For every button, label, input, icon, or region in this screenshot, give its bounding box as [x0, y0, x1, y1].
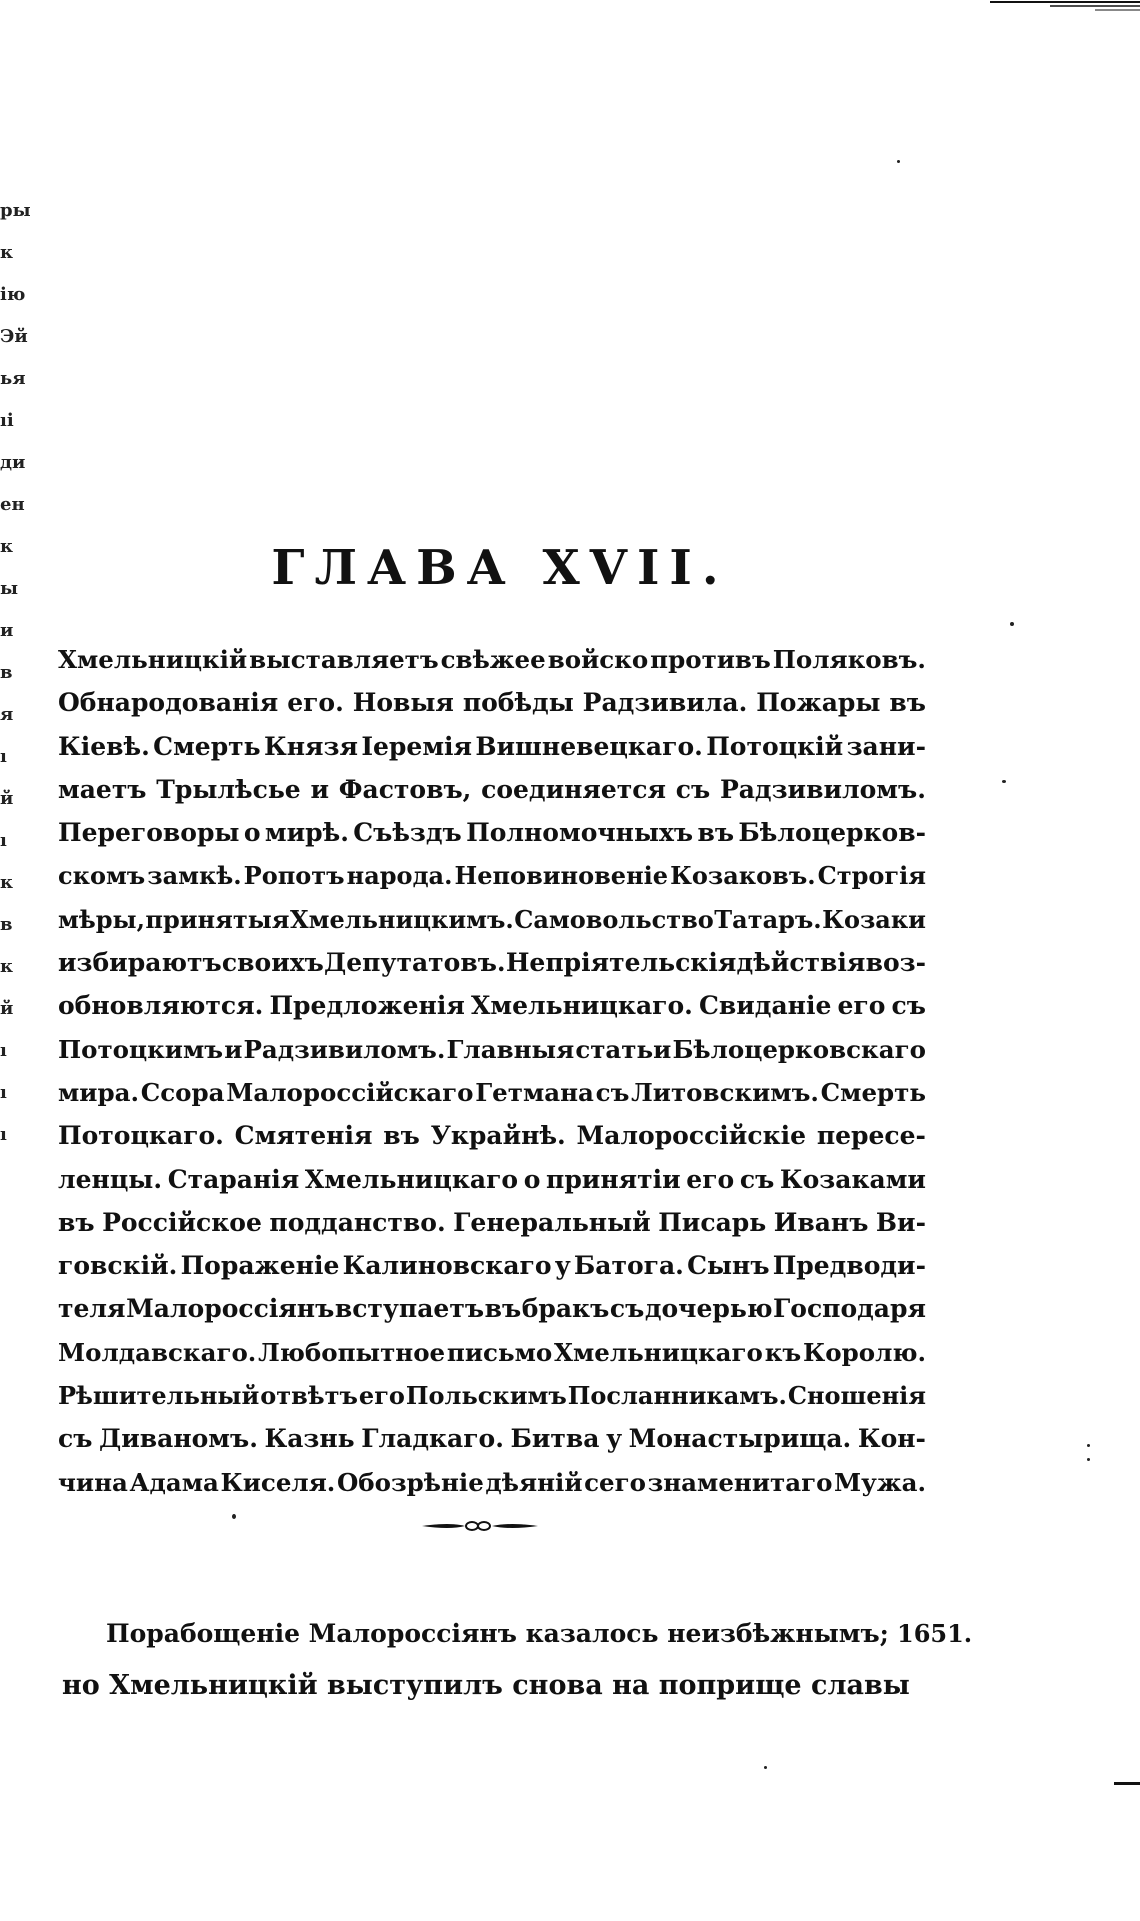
margin-fragment: я [0, 704, 14, 725]
summary-line: мѣры, принятыя Хмельницкимъ. Самовольство Татаръ. Козаки [58, 904, 926, 934]
summary-line: избираютъ своихъ Депутатовъ. Непріятельскія дѣйствія воз- [58, 948, 926, 978]
margin-fragment: ı [0, 1040, 7, 1061]
margin-fragment: ı [0, 746, 7, 767]
summary-line: Хмельницкій выставляетъ свѣжее войско противъ Поляковъ. [58, 645, 926, 674]
margin-fragment: и [0, 620, 14, 641]
margin-fragment: ı [0, 830, 7, 851]
margin-fragment: к [0, 956, 13, 977]
summary-line: съ Диваномъ. Казнь Гладкаго. Битва у Монастырища. Кон- [58, 1424, 926, 1454]
margin-fragment: ію [0, 284, 26, 305]
margin-fragment: Эй [0, 326, 28, 347]
margin-fragment: к [0, 536, 13, 557]
margin-fragment: ры [0, 200, 31, 221]
margin-fragment: ы [0, 578, 19, 599]
summary-line: Молдавскаго. Любопытное письмо Хмельницкаго къ Королю. [58, 1337, 926, 1367]
margin-fragment: й [0, 788, 14, 809]
summary-line: мира. Ссора Малороссійскаго Гетмана съ Литовскимъ. Смерть [58, 1077, 926, 1107]
margin-fragment: ı [0, 1124, 7, 1145]
top-edge-rule [990, 0, 1140, 14]
summary-line: чина Адама Киселя. Обозрѣніе дѣяній сего знаменитаго Мужа. [58, 1467, 926, 1497]
ornament-divider [420, 1516, 540, 1536]
summary-line: маетъ Трылѣсье и Фастовъ, соединяется съ Радзивиломъ. [58, 774, 926, 804]
summary-line: Кіевѣ. Смерть Князя Іеремія Вишневецкаго. Потоцкій зани- [58, 731, 926, 761]
summary-line: обновляются. Предложенія Хмельницкаго. Свиданіе его съ [58, 991, 926, 1021]
margin-fragment: к [0, 872, 13, 893]
speck [232, 1514, 236, 1519]
summary-line: Переговоры о мирѣ. Съѣздъ Полномочныхъ въ Бѣлоцерков- [58, 818, 926, 848]
summary-line: въ Россійское подданство. Генеральный Писарь Иванъ Ви- [58, 1207, 926, 1237]
margin-fragment: ен [0, 494, 25, 515]
margin-fragment: ья [0, 368, 26, 389]
speck [1087, 1444, 1090, 1447]
summary-line: говскій. Пораженіе Калиновскаго у Батога. Сынъ Предводи- [58, 1251, 926, 1281]
margin-fragment: ıі [0, 410, 14, 431]
chapter-title: ГЛАВА XVII. [271, 540, 729, 596]
speck [1010, 622, 1014, 626]
margin-year: 1651. [897, 1619, 973, 1648]
margin-dash [1114, 1782, 1140, 1785]
chapter-summary [58, 638, 926, 1504]
speck [1087, 1458, 1090, 1461]
summary-line: Потоцкимъ и Радзивиломъ. Главныя статьи Бѣлоцерковскаго [58, 1034, 926, 1064]
summary-line: скомъ замкѣ. Ропотъ народа. Неповиновеніе Козаковъ. Строгія [58, 861, 926, 891]
body-text [62, 1608, 982, 1712]
margin-fragment: в [0, 914, 13, 935]
margin-fragment: й [0, 998, 14, 1019]
summary-line: теля Малороссіянъ вступаетъ въ бракъ съ дочерью Господаря [58, 1294, 926, 1324]
margin-fragment: в [0, 662, 13, 683]
summary-line: Потоцкаго. Смятенія въ Украйнѣ. Малороссійскіе пересе- [58, 1121, 926, 1151]
speck [764, 1766, 767, 1769]
body-line: Порабощеніе Малороссіянъ казалось неизбѣжнымъ; [106, 1619, 889, 1648]
speck [1002, 780, 1006, 783]
summary-line: Рѣшительный отвѣтъ его Польскимъ Посланникамъ. Сношенія [58, 1381, 926, 1411]
margin-fragment: к [0, 242, 13, 263]
margin-fragment: ди [0, 452, 26, 473]
margin-fragment: ı [0, 1082, 7, 1103]
speck [897, 160, 900, 163]
summary-line: ленцы. Старанія Хмельницкаго о принятіи его съ Козаками [58, 1164, 926, 1194]
body-line: но Хмельницкій выступилъ снова на поприще славы [62, 1670, 910, 1701]
summary-line: Обнародованія его. Новыя побѣды Радзивила. Пожары въ [58, 688, 926, 718]
